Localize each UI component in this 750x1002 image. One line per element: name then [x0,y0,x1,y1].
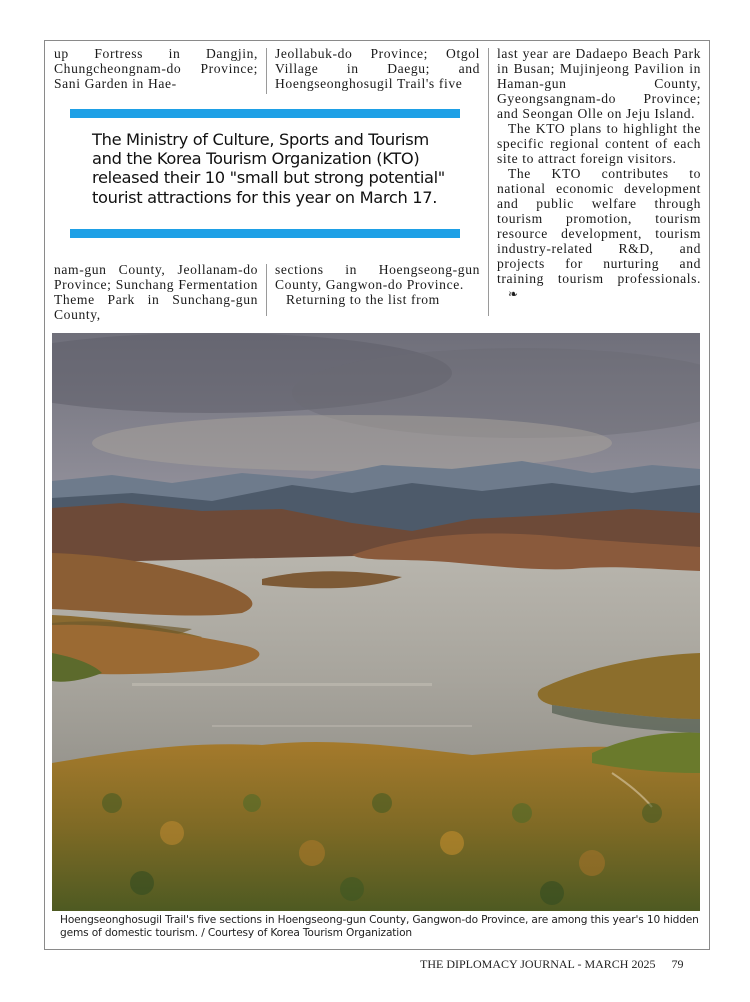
column-2-bottom-p2: Returning to the list from [286,292,440,307]
page-footer [420,957,712,972]
column-3-p3-text: The KTO contributes to national economic development and public welfare through tourism promotion, tourism resource development, tourism industry-related R&D, and projects for nurturing and training tourism professionals. [497,166,701,286]
column-3-p3 [497,166,701,302]
article-column-2-bottom [275,262,480,307]
column-1-bottom-text: nam-gun County, Jeollanam-do Province; Sunchang Fermentation Theme Park in Sunchang-gun County, [54,262,258,322]
lake-landscape-illustration [52,333,700,911]
article-column-1-bottom [54,262,258,322]
column-1-top-text: up Fortress in Dangjin, Chungcheongnam-do Province; Sani Garden in Hae- [54,46,258,91]
column-3-p2: The KTO plans to highlight the specific regional content of each site to attract foreign visitors. [497,121,701,166]
callout-bottom-bar [70,229,460,238]
column-divider-2 [488,48,489,316]
lake-landscape-photo [52,333,700,911]
column-divider-1-bottom [266,264,267,316]
article-column-3 [497,46,701,302]
article-column-1-top [54,46,258,91]
pull-quote: The Ministry of Culture, Sports and Tourism and the Korea Tourism Organization (KTO) released their 10 "small but strong potential" tourist attractions for this year on March 17. [92,130,445,207]
column-2-bottom-p1: sections in Hoengseong-gun County, Gangwon-do Province. [275,262,480,292]
photo-caption: Hoengseonghosugil Trail's five sections in Hoengseong-gun County, Gangwon-do Province, are among this year's 10 hidden gems of domestic tourism. / Courtesy of Korea Tourism Organization [60,914,699,939]
article-column-2-top [275,46,480,91]
column-2-top-text: Jeollabuk-do Province; Otgol Village in Daegu; and Hoengseonghosugil Trail's five [275,46,480,91]
column-3-p1: last year are Dadaepo Beach Park in Busan; Mujinjeong Pavilion in Haman-gun County, Gyeongsangnam-do Province; and Seongan Olle on Jeju Island. [497,46,701,121]
column-divider-1-top [266,48,267,94]
publication-name: THE DIPLOMACY JOURNAL - MARCH 2025 [420,957,656,971]
callout-top-bar [70,109,460,118]
page-number: 79 [671,957,684,971]
leaf-end-mark-icon: ❧ [508,287,519,301]
